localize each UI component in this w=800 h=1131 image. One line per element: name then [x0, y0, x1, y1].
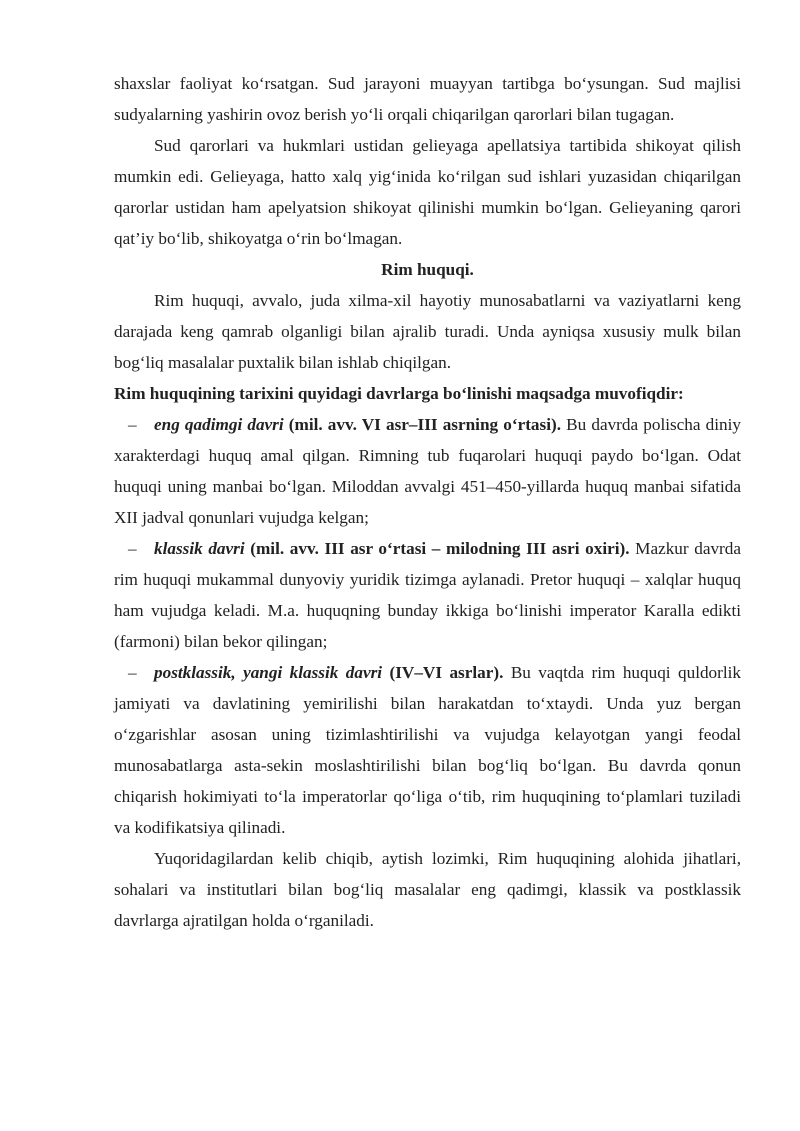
period-term: klassik davri [154, 539, 245, 558]
period-item-postclassical [114, 657, 741, 843]
periods-heading: Rim huquqining tarixini quyidagi davrlarga bo‘linishi maqsadga muvofiqdir: [114, 384, 684, 403]
period-description: Bu davrda polischa diniy xarakterdagi huquq amal qilgan. Rimning tub fuqarolari huquqi paydo bo‘lgan. Odat huquqi uning manbai bo‘lgan. Miloddan avvalgi 451–450-yillarda huquq manbai sifatida XII jadval qonunlari vujudga kelgan; [114, 415, 742, 527]
period-description: Bu vaqtda rim huquqi quldorlik jamiyati va davlatining yemirilishi bilan harakatdan to‘xtaydi. Unda yuz bergan o‘zgarishlar asosan uning tizimlashtirilishi va vujudga kelayotgan yangi feodal munosabatlarga asta-sekin moslashtirilishi bilan bog‘liq bo‘lgan. Bu davrda qonun chiqarish hokimiyati to‘la imperatorlar qo‘liga o‘tib, rim huquqining to‘plamlari tuziladi va kodifikatsiya qilinadi. [114, 663, 742, 837]
period-dates: (mil. avv. VI asr–III asrning o‘rtasi). [288, 415, 562, 434]
list-dash: – [128, 539, 137, 558]
paragraph-sud-jarayoni: shaxslar faoliyat ko‘rsatgan. Sud jarayoni muayyan tartibga bo‘ysungan. Sud majlisi sudyalarning yashirin ovoz berish yo‘li orqali chiqarilgan qarorlari bilan tugagan. [114, 74, 741, 124]
paragraph-sud-qarorlari: Sud qarorlari va hukmlari ustidan gelieyaga apellatsiya tartibida shikoyat qilish mumkin edi. Gelieyaga, hatto xalq yig‘inida ko‘rilgan sud ishlari yuzasidan chiqarilgan qarorlar ustidan ham apelyatsion shikoyat qilinishi mumkin bo‘lgan. Gelieyaning qarori qat’iy bo‘lib, shikoyatga o‘rin bo‘lmagan. [114, 136, 741, 248]
list-dash: – [128, 415, 137, 434]
period-description: Mazkur davrda rim huquqi mukammal dunyoviy yuridik tizimga aylanadi. Pretor huquqi – xalqlar huquq ham vujudga keladi. M.a. huquqning bunday ikkiga bo‘linishi imperator Karalla edikti (farmoni) bilan bekor qilingan; [114, 539, 741, 651]
document-page [114, 68, 741, 936]
period-dates: (IV–VI asrlar). [389, 663, 504, 682]
section-heading: Rim huquqi. [381, 260, 474, 279]
period-dates: (mil. avv. III asr o‘rtasi – milodning III asri oxiri). [250, 539, 630, 558]
list-dash: – [128, 663, 137, 682]
period-item-ancient [114, 409, 741, 533]
paragraph-conclusion: Yuqoridagilardan kelib chiqib, aytish lozimki, Rim huquqining alohida jihatlari, sohalari va institutlari bilan bog‘liq masalalar eng qadimgi, klassik va postklassik davrlarga ajratilgan holda o‘rganiladi. [114, 849, 741, 930]
period-term: postklassik, yangi klassik davri [154, 663, 383, 682]
period-term: eng qadimgi davri [154, 415, 284, 434]
period-item-classical [114, 533, 741, 657]
paragraph-rim-huquqi: Rim huquqi, avvalo, juda xilma-xil hayotiy munosabatlarni va vaziyatlarni keng darajada keng qamrab olganligi bilan ajralib turadi. Unda ayniqsa xususiy mulk bilan bog‘liq masalalar puxtalik bilan ishlab chiqilgan. [114, 291, 741, 372]
